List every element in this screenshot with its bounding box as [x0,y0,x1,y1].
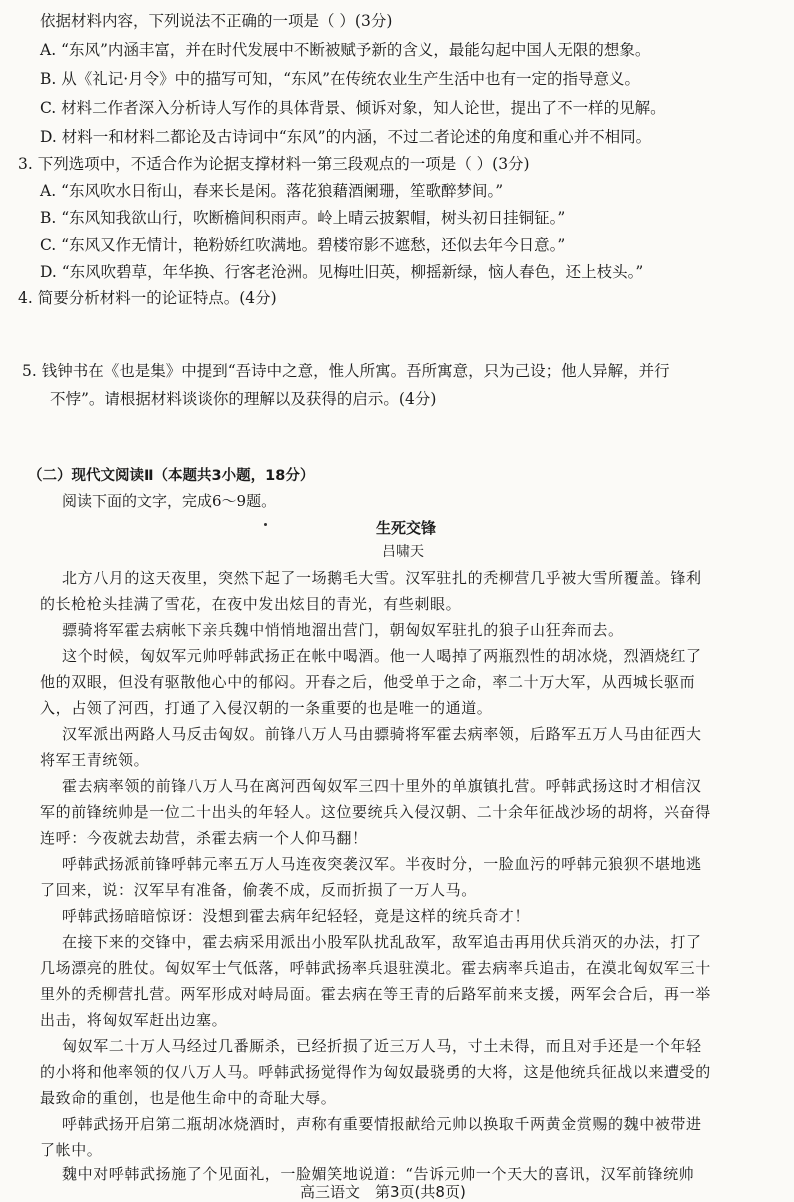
story-line: 入，占领了河西，打通了入侵汉朝的一条重要的也是唯一的通道。 [40,699,493,717]
story-line: 最致命的重创，也是他生命中的奇耻大辱。 [40,1089,337,1107]
story-line: 将军王青统领。 [40,751,150,769]
story-line: 骠骑将军霍去病帐下亲兵魏中悄悄地溜出营门，朝匈奴军驻扎的狼子山狂奔而去。 [62,621,624,639]
story-line: 里外的秃柳营扎营。两军形成对峙局面。霍去病在等王青的后路军前来支援，两军会合后，再一举 [40,985,711,1003]
q2-option-b: B. 从《礼记·月令》中的描写可知，“东风”在传统农业生产生活中也有一定的指导意义。 [40,70,641,88]
story-title: 生死交锋 [376,519,437,537]
story-line: 他的双眼，但没有驱散他心中的郁闷。开春之后，他受单于之命，率二十万大军，从西城长驱而 [40,673,696,691]
q5-line-2: 不悖”。请根据材料谈谈你的理解以及获得的启示。(4分) [50,390,437,408]
q2-option-c: C. 材料二作者深入分析诗人写作的具体背景、倾诉对象，知人论世，提出了不一样的见解。 [40,99,666,117]
story-line: 了帐中。 [40,1141,103,1159]
q3-option-d: D. “东风吹碧草，年华换、行客老沧洲。见梅吐旧英，柳摇新绿，恼人春色，还上枝头。” [40,263,644,281]
section-instruction: 阅读下面的文字，完成6～9题。 [62,492,277,510]
story-line: 呼韩武扬暗暗惊讶：没想到霍去病年纪轻轻，竟是这样的统兵奇才！ [62,907,531,925]
story-line: 匈奴军二十万人马经过几番厮杀，已经折损了近三万人马，寸土未得，而且对手还是一个年轻 [62,1037,702,1055]
story-line: 的小将和他率领的仅八万人马。呼韩武扬觉得作为匈奴最骁勇的大将，这是他统兵征战以来遭受的 [40,1063,711,1081]
story-line: 了回来，说：汉军早有准备，偷袭不成，反而折损了一万人马。 [40,881,477,899]
q2-option-a: A. “东风”内涵丰富，并在时代发展中不断被赋予新的含义，最能勾起中国人无限的想象。 [40,41,651,59]
story-line: 北方八月的这天夜里，突然下起了一场鹅毛大雪。汉军驻扎的秃柳营几乎被大雪所覆盖。锋利 [62,569,702,587]
story-line: 几场漂亮的胜仗。匈奴军士气低落，呼韩武扬率兵退驻漠北。霍去病率兵追击，在漠北匈奴军三十 [40,959,711,977]
page-footer: 高三语文 第3页(共8页) [300,1183,466,1201]
story-line: 在接下来的交锋中，霍去病采用派出小股军队扰乱敌军，敌军追击再用伏兵消灭的办法，打了 [62,933,702,951]
section-heading: （二）现代文阅读Ⅱ（本题共3小题，18分） [28,468,315,484]
story-line: 连呼：今夜就去劫营，杀霍去病一个人仰马翻！ [40,829,368,847]
story-line: 霍去病率领的前锋八万人马在离河西匈奴军三四十里外的单旗镇扎营。呼韩武扬这时才相信汉 [62,777,702,795]
story-line: 出击，将匈奴军赶出边塞。 [40,1011,228,1029]
story-line: 呼韩武扬派前锋呼韩元率五万人马连夜突袭汉军。半夜时分，一脸血污的呼韩元狼狈不堪地逃 [62,855,702,873]
q2-option-d: D. 材料一和材料二都论及古诗词中“东风”的内涵，不过二者论述的角度和重心并不相同。 [40,128,652,146]
q3-option-a: A. “东风吹水日衔山，春来长是闲。落花狼藉酒阑珊，笙歌醉梦间。” [40,182,504,200]
q4-stem: 4. 简要分析材料一的论证特点。(4分) [18,289,277,307]
story-line: 的长枪枪头挂满了雪花，在夜中发出炫目的青光，有些刺眼。 [40,595,462,613]
q3-option-c: C. “东风又作无情计，艳粉娇红吹满地。碧楼帘影不遮愁，还似去年今日意。” [40,236,566,254]
q2-stem: 依据材料内容，下列说法不正确的一项是（ ）(3分) [40,12,393,30]
scan-speck [264,523,267,526]
story-line: 这个时候，匈奴军元帅呼韩武扬正在帐中喝酒。他一人喝掉了两瓶烈性的胡冰烧，烈酒烧红了 [62,647,702,665]
story-line: 军的前锋统帅是一位二十出头的年轻人。这位要统兵入侵汉朝、二十余年征战沙场的胡将，兴奋得 [40,803,711,821]
story-line: 魏中对呼韩武扬施了个见面礼，一脸媚笑地说道：“告诉元帅一个天大的喜讯，汉军前锋统帅 [62,1165,695,1183]
story-author: 吕啸天 [382,544,424,560]
story-line: 呼韩武扬开启第二瓶胡冰烧酒时，声称有重要情报献给元帅以换取千两黄金赏赐的魏中被带进 [62,1115,702,1133]
q3-stem: 3. 下列选项中，不适合作为论据支撑材料一第三段观点的一项是（ ）(3分) [18,155,530,173]
q3-option-b: B. “东风知我欲山行，吹断檐间积雨声。岭上晴云披絮帽，树头初日挂铜钲。” [40,209,566,227]
story-line: 汉军派出两路人马反击匈奴。前锋八万人马由骠骑将军霍去病率领，后路军五万人马由征西大 [62,725,702,743]
q5-line-1: 5. 钱钟书在《也是集》中提到“吾诗中之意，惟人所寓。吾所寓意，只为己设；他人异解，并行 [22,362,670,380]
